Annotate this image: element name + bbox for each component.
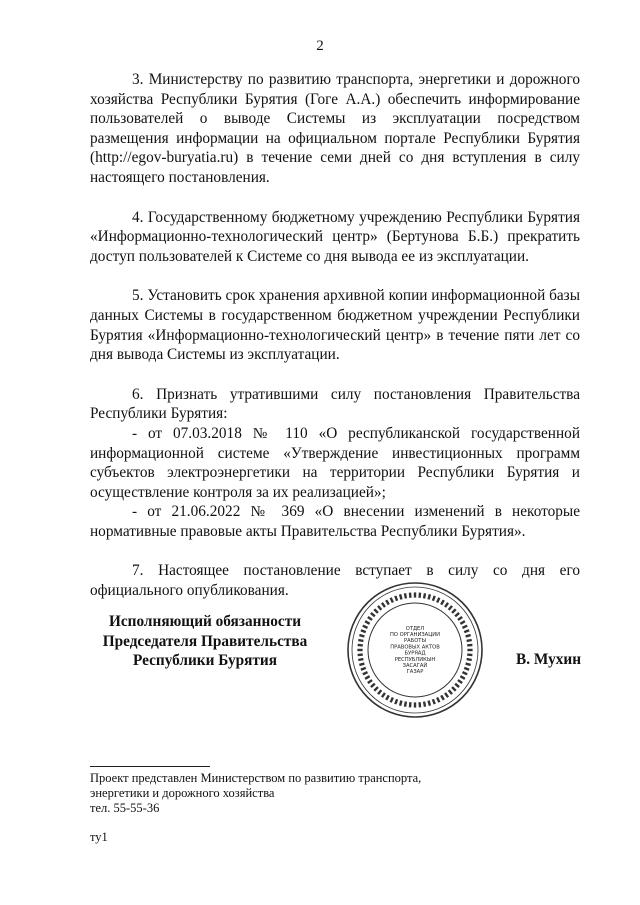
stamp-ring-glyph xyxy=(377,605,382,611)
stamp-ring-glyph xyxy=(399,594,403,600)
stamp-ring-glyph xyxy=(465,634,471,638)
stamp-ring-glyph xyxy=(457,679,463,684)
stamp-ring-glyph xyxy=(464,629,470,633)
stamp-ring-glyph xyxy=(377,689,382,695)
paragraph-6-item-1: - от 07.03.2018 № 110 «О республиканской государственной информационной системе «Утверждение инвестиционных программ субъектов электроэнергетики на территории Республики Бурятия и осуществление контроля за их реализацией»; xyxy=(90,424,580,501)
stamp-ring-glyph xyxy=(358,644,363,647)
stamp-text-line: ПРАВОВЫХ АКТОВ xyxy=(390,644,440,651)
stamp-ring-glyph xyxy=(464,667,470,671)
stamp-ring-glyph xyxy=(357,649,362,651)
footnote-line-1: Проект представлен Министерством по развитию транспорта, xyxy=(90,771,422,785)
stamp-ring-glyph xyxy=(385,695,390,701)
stamp-ring-glyph xyxy=(467,653,472,656)
stamp-ring-glyph xyxy=(404,593,407,599)
stamp-ring-glyph xyxy=(390,697,394,703)
stamp-ring-glyph xyxy=(467,644,472,647)
stamp-ring-glyph xyxy=(381,602,386,608)
page-number: 2 xyxy=(316,38,324,54)
stamp-text-line: РЕСПУБЛИКЫН xyxy=(394,656,436,663)
stamp-ring-glyph xyxy=(381,692,386,698)
stamp-ring-glyph xyxy=(436,597,440,603)
paragraph-7: 7. Настоящее постановление вступает в силу со дня его официального опубликования. xyxy=(90,562,580,600)
stamp-ring-glyph xyxy=(451,608,456,613)
official-stamp-seal xyxy=(345,580,485,720)
paragraph-5: 5. Установить срок хранения архивной копии информационной базы данных Системы в государственном бюджетном учреждении Республики Бурятия «Информационно-технологический центр» в течение пяти лет со дня вывода Системы из эксплуатации. xyxy=(90,287,580,364)
stamp-ring-glyph xyxy=(444,602,449,608)
stamp-ring-glyph xyxy=(373,686,378,691)
paragraph-4: 4. Государственному бюджетному учреждению Республики Бурятия «Информационно-технологический центр» (Бертунова Б.Б.) прекратить доступ пользователей к Системе со дня вывода ее из эксплуатации. xyxy=(90,208,580,265)
stamp-ring-glyph xyxy=(440,600,445,606)
stamp-ring-glyph xyxy=(394,595,398,601)
stamp-ring-glyph xyxy=(444,692,449,698)
footnote-divider xyxy=(90,766,210,767)
stamp-ring-glyph xyxy=(466,658,472,661)
footnote-line-2: энергетики и дорожного хозяйства xyxy=(90,786,275,800)
stamp-ring-glyph xyxy=(358,653,363,656)
stamp-ring-glyph xyxy=(399,700,403,706)
stamp-ring-glyph xyxy=(358,658,364,661)
stamp-text-line: БУРЯАД xyxy=(404,650,426,657)
stamp-ring-glyph xyxy=(432,699,436,705)
stamp-ring-glyph xyxy=(358,639,364,642)
stamp-ring-glyph xyxy=(454,683,460,688)
stamp-text-line: РАБОТЫ xyxy=(403,638,427,645)
stamp-ring-glyph xyxy=(436,697,440,703)
stamp-text-line: ЗАСАГАЙ xyxy=(402,663,428,669)
stamp-ring-glyph xyxy=(362,671,368,675)
stamp-ring-glyph xyxy=(457,616,463,621)
stamp-ring-glyph xyxy=(451,686,456,691)
footnote xyxy=(90,771,490,816)
stamp-ring-glyph xyxy=(365,675,371,680)
signatory-title-line-1: Исполняющий обязанности xyxy=(108,613,302,630)
stamp-ring-glyph xyxy=(367,679,373,684)
stamp-ring-glyph xyxy=(448,689,453,695)
stamp-ring-glyph xyxy=(462,625,468,629)
stamp-ring-glyph xyxy=(460,675,466,680)
stamp-ring-glyph xyxy=(360,629,366,633)
stamp-ring-glyph xyxy=(466,639,472,642)
stamp-ring-glyph xyxy=(359,662,365,666)
stamp-ring-glyph xyxy=(418,702,421,707)
stamp-ring-glyph xyxy=(427,700,431,706)
stamp-ring-glyph xyxy=(409,702,412,707)
stamp-ring-glyph xyxy=(394,699,398,705)
stamp-text-line: ОТДЕЛ xyxy=(405,625,425,632)
paragraph-6-intro: 6. Признать утратившими силу постановления Правительства Республики Бурятия: xyxy=(90,385,580,423)
stamp-ring-glyph xyxy=(467,649,472,651)
paragraph-3: 3. Министерству по развитию транспорта, энергетики и дорожного хозяйства Республики Бурятия (Гоге А.А.) обеспечить информирование пользователей о выводе Системы из эксплуатации посредством размещения информации на официальном портале Республики Бурятия (http://egov-buryatia.ru) в течение семи дней со дня вступления в силу настоящего постановления. xyxy=(90,71,580,186)
stamp-ring-glyph xyxy=(432,595,436,601)
signatory-name: В. Мухин xyxy=(516,651,582,668)
stamp-ring-glyph xyxy=(367,616,373,621)
stamp-ring-glyph xyxy=(409,593,412,598)
stamp-ring-glyph xyxy=(465,662,471,666)
stamp-ring-glyph xyxy=(448,605,453,611)
stamp-ring-glyph xyxy=(414,592,416,597)
stamp-ring-glyph xyxy=(359,634,365,638)
stamp-ring-glyph xyxy=(462,671,468,675)
signatory-title-line-3: Республики Бурятия xyxy=(132,652,278,670)
stamp-ring-glyph xyxy=(460,620,466,625)
stamp-ring-glyph xyxy=(370,683,376,688)
stamp-ring-glyph xyxy=(418,593,421,598)
stamp-ring-glyph xyxy=(427,594,431,600)
stamp-ring-glyph xyxy=(440,695,445,701)
stamp-ring-glyph xyxy=(385,600,390,606)
stamp-ring-glyph xyxy=(370,612,376,617)
stamp-ring-glyph xyxy=(362,625,368,629)
stamp-ring-glyph xyxy=(360,667,366,671)
footnote-phone: тел. 55-55-36 xyxy=(90,801,160,815)
signatory-title-line-2: Председателя Правительства xyxy=(102,632,308,650)
stamp-ring-glyph xyxy=(373,608,378,613)
document-code: ту1 xyxy=(90,830,108,844)
paragraph-6-item-2: - от 21.06.2022 № 369 «О внесении изменений в некоторые нормативные правовые акты Правительства Республики Бурятия». xyxy=(90,503,580,540)
document-body xyxy=(90,70,580,601)
stamp-text-line: ПО ОРГАНИЗАЦИИ xyxy=(389,632,441,638)
signatory-title xyxy=(90,612,320,671)
stamp-ring-glyph xyxy=(454,612,460,617)
stamp-ring-glyph xyxy=(423,593,426,599)
stamp-ring-glyph xyxy=(404,701,407,707)
stamp-text-line: ГАЗАР xyxy=(406,669,424,676)
stamp-ring-glyph xyxy=(390,597,394,603)
stamp-ring-glyph xyxy=(414,702,416,707)
stamp-ring-glyph xyxy=(365,620,371,625)
stamp-ring-glyph xyxy=(423,701,426,707)
